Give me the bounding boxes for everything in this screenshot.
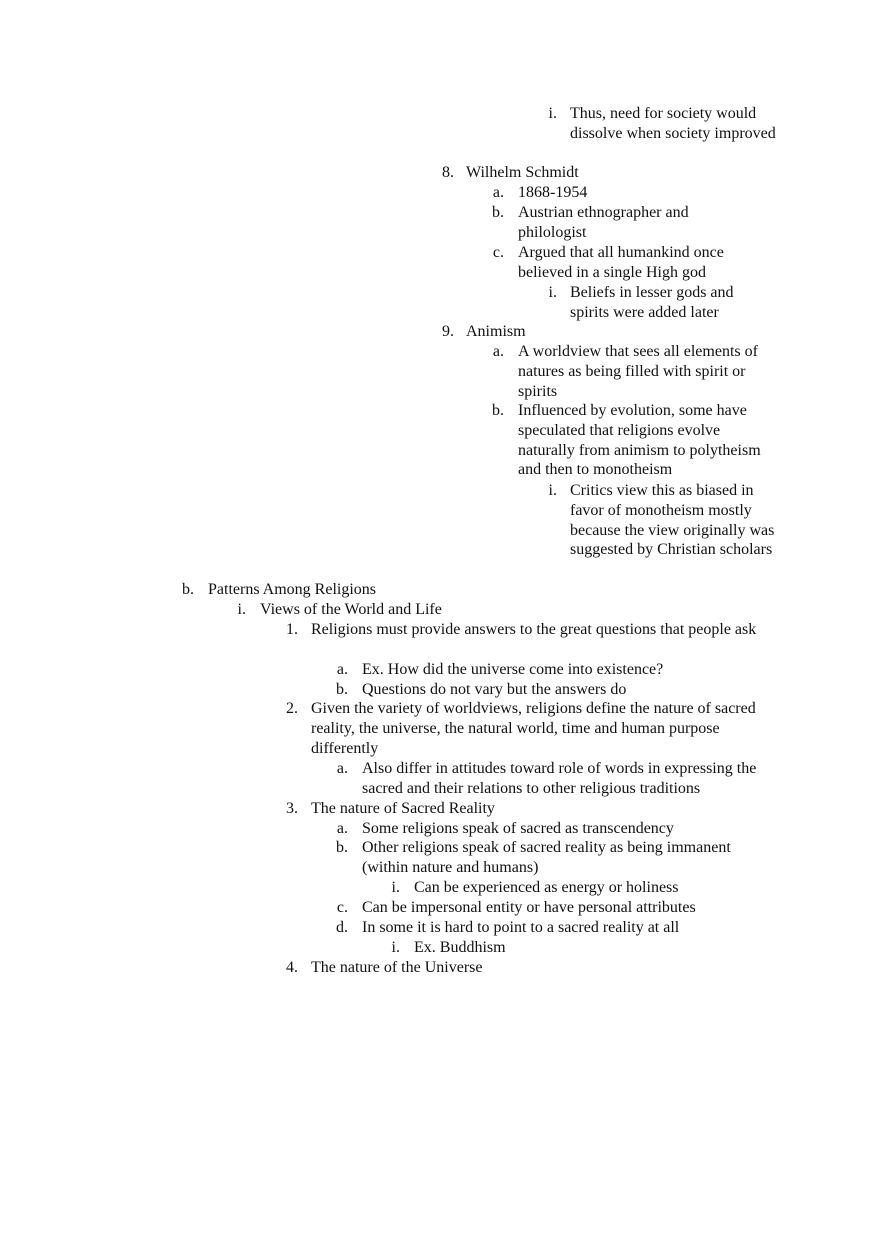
item-marker: b.	[336, 839, 348, 856]
item-marker: b.	[336, 681, 348, 698]
item-marker: i.	[548, 284, 557, 301]
item-marker: c.	[336, 899, 348, 916]
item-marker: a.	[336, 760, 348, 777]
item-text: Animism	[466, 323, 526, 340]
item-marker: 2.	[286, 700, 298, 717]
item-marker: i.	[237, 601, 246, 618]
item-text: Given the variety of worldviews, religions define the nature of sacred reality, the universe, the natural world, time and human purpose differently	[311, 700, 756, 757]
item-marker: i.	[548, 105, 557, 122]
item-marker: b.	[182, 581, 194, 598]
item-text: Views of the World and Life	[260, 601, 442, 618]
item-text: A worldview that sees all elements of natures as being filled with spirit or spirits	[518, 343, 758, 400]
item-text: 1868-1954	[518, 184, 588, 201]
item-text: Argued that all humankind once believed in a single High god	[518, 244, 724, 281]
item-marker: 1.	[286, 621, 298, 638]
item-text: Ex. Buddhism	[414, 939, 506, 956]
item-marker: 8.	[442, 164, 454, 181]
item-text: In some it is hard to point to a sacred reality at all	[362, 919, 680, 936]
item-marker: b.	[492, 204, 504, 221]
item-text: Questions do not vary but the answers do	[362, 681, 627, 698]
item-marker: b.	[492, 402, 504, 419]
item-text: Patterns Among Religions	[208, 581, 376, 598]
item-text: Also differ in attitudes toward role of words in expressing the sacred and their relations to other religious traditions	[362, 760, 757, 797]
item-marker: d.	[336, 919, 348, 936]
item-marker: a.	[492, 343, 504, 360]
item-text: Ex. How did the universe come into existence?	[362, 661, 664, 678]
item-marker: 3.	[286, 800, 298, 817]
item-marker: c.	[492, 244, 504, 261]
item-text: Influenced by evolution, some have speculated that religions evolve naturally from animism to polytheism and then to monotheism	[518, 402, 761, 479]
item-text: Some religions speak of sacred as transcendency	[362, 820, 674, 837]
item-marker: i.	[391, 939, 400, 956]
item-text: Austrian ethnographer and philologist	[518, 204, 689, 241]
item-text: Can be impersonal entity or have personal attributes	[362, 899, 696, 916]
item-text: Thus, need for society would dissolve when society improved	[570, 105, 776, 142]
item-text: Critics view this as biased in favor of monotheism mostly because the view originally was suggested by Christian scholars	[570, 482, 775, 559]
item-marker: a.	[336, 820, 348, 837]
item-marker: a.	[336, 661, 348, 678]
item-text: The nature of Sacred Reality	[311, 800, 495, 817]
item-marker: i.	[548, 482, 557, 499]
item-marker: i.	[391, 879, 400, 896]
item-text: Wilhelm Schmidt	[466, 164, 579, 181]
item-text: Religions must provide answers to the great questions that people ask	[311, 621, 757, 638]
item-marker: 9.	[442, 323, 454, 340]
item-text: Beliefs in lesser gods and spirits were added later	[570, 284, 734, 321]
item-text: Other religions speak of sacred reality as being immanent (within nature and humans)	[362, 839, 731, 876]
item-text: Can be experienced as energy or holiness	[414, 879, 679, 896]
item-marker: 4.	[286, 959, 298, 976]
item-text: The nature of the Universe	[311, 959, 483, 976]
item-marker: a.	[492, 184, 504, 201]
